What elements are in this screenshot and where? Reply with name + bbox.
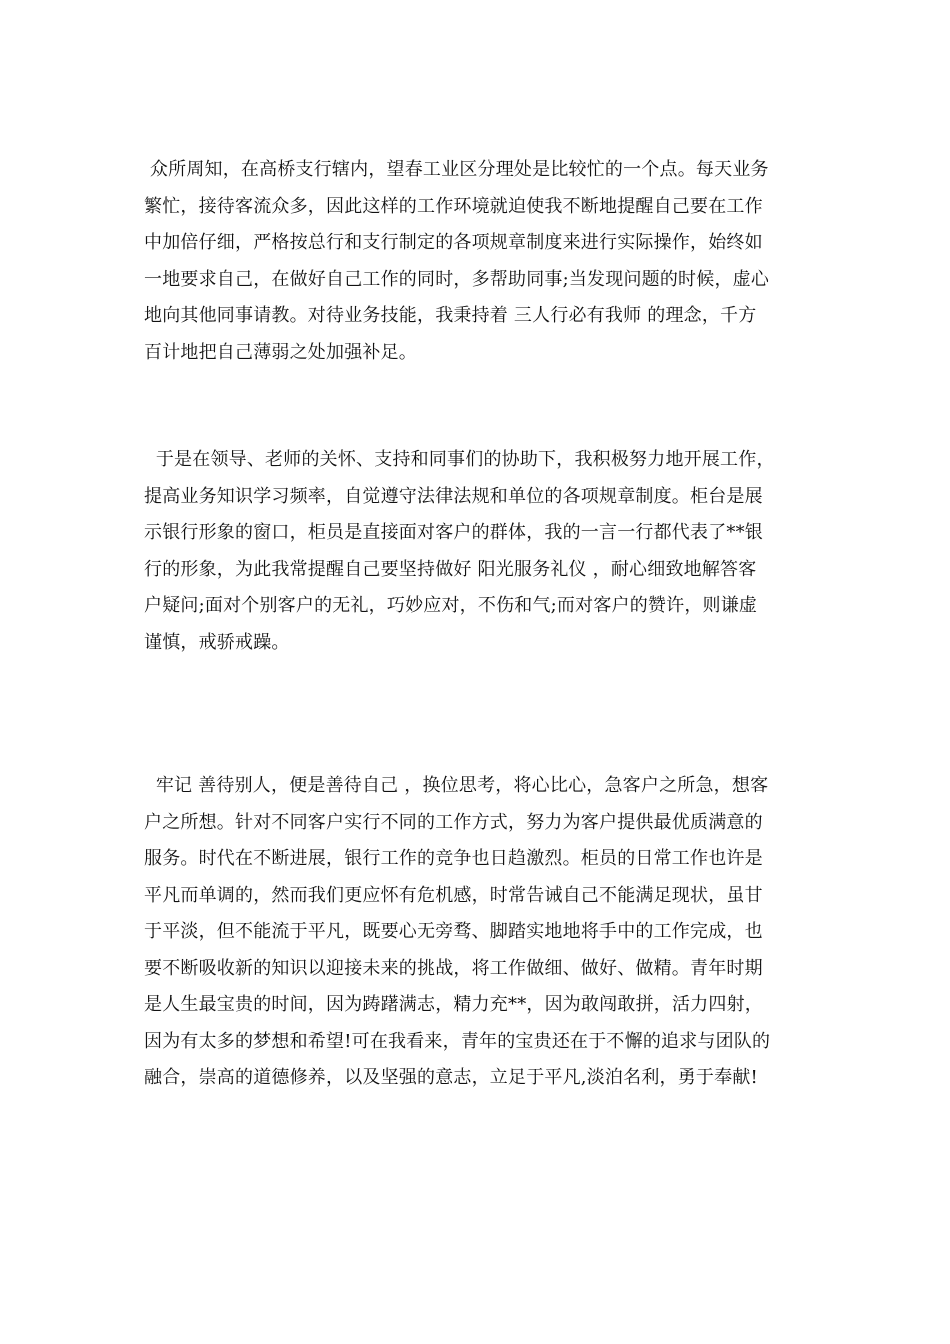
paragraph-line: 中加倍仔细，严格按总行和支行制定的各项规章制度来进行实际操作，始终如 — [144, 232, 763, 253]
paragraph-line: 地向其他同事请教。对待业务技能，我秉持着 三人行必有我师 的理念，千方 — [144, 305, 757, 326]
paragraph-line: 因为有太多的梦想和希望!可在我看来，青年的宝贵还在于不懈的追求与团队的 — [144, 1030, 771, 1052]
paragraph-line: 众所周知，在高桥支行辖内，望春工业区分理处是比较忙的一个点。每天业务 — [144, 159, 769, 180]
paragraph-line: 示银行形象的窗口，柜员是直接面对客户的群体，我的一言一行都代表了**银 — [144, 522, 763, 543]
paragraph-line: 融合，崇高的道德修养，以及坚强的意志，立足于平凡,淡泊名利，勇于奉献! — [144, 1067, 758, 1088]
paragraph-line: 要不断吸收新的知识以迎接未来的挑战，将工作做细、做好、做精。青年时期 — [144, 957, 763, 979]
paragraph-line: 服务。时代在不断进展，银行工作的竞争也日趋激烈。柜员的日常工作也许是 — [144, 848, 763, 869]
paragraph-line: 是人生最宝贵的时间，因为踌躇满志，精力充**，因为敢闯敢拼，活力四射， — [144, 994, 763, 1015]
paragraph-line: 平凡而单调的，然而我们更应怀有危机感，时常告诫自己不能满足现状，虽甘 — [144, 884, 763, 906]
paragraph-line: 于平淡，但不能流于平凡，既要心无旁骛、脚踏实地地将手中的工作完成，也 — [144, 921, 763, 942]
paragraph-line: 于是在领导、老师的关怀、支持和同事们的协助下，我积极努力地开展工作， — [144, 449, 775, 470]
paragraph-1 — [144, 152, 824, 371]
paragraph-3 — [144, 768, 824, 1097]
paragraph-line: 提高业务知识学习频率，自觉遵守法律法规和单位的各项规章制度。柜台是展 — [144, 485, 763, 507]
paragraph-2 — [144, 442, 824, 661]
paragraph-line: 户之所想。针对不同客户实行不同的工作方式，努力为客户提供最优质满意的 — [144, 811, 763, 833]
paragraph-line: 一地要求自己，在做好自己工作的同时，多帮助同事;当发现问题的时候，虚心 — [144, 268, 770, 290]
paragraph-line: 繁忙，接待客流众多，因此这样的工作环境就迫使我不断地提醒自己要在工作 — [144, 195, 763, 217]
paragraph-line: 行的形象，为此我常提醒自己要坚持做好 阳光服务礼仪 ，耐心细致地解答客 — [144, 558, 757, 580]
paragraph-line: 谨慎，戒骄戒躁。 — [144, 631, 290, 653]
paragraph-line: 户疑问;面对个别客户的无礼，巧妙应对，不伤和气;而对客户的赞许，则谦虚 — [144, 595, 758, 616]
paragraph-line: 牢记 善待别人，便是善待自己 ，换位思考，将心比心，急客户之所急，想客 — [144, 775, 769, 796]
paragraph-line: 百计地把自己薄弱之处加强补足。 — [144, 341, 417, 363]
